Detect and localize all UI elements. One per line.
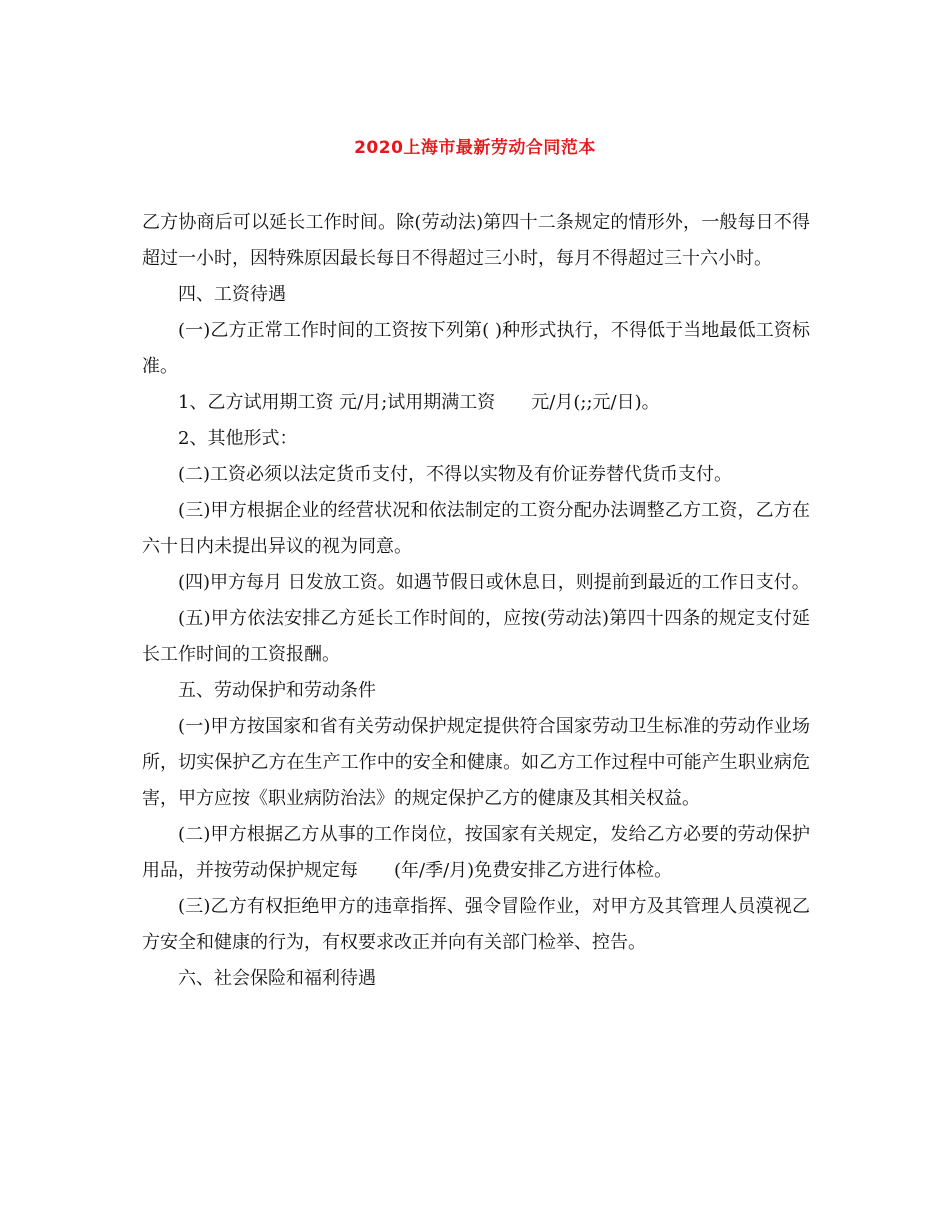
- paragraph: (一)乙方正常工作时间的工资按下列第( )种形式执行，不得低于当地最低工资标准。: [142, 320, 810, 377]
- document-body: [142, 205, 810, 997]
- paragraph: 乙方协商后可以延长工作时间。除(劳动法)第四十二条规定的情形外，一般每日不得超过一小时，因特殊原因最长每日不得超过三小时，每月不得超过三十六小时。: [142, 212, 810, 269]
- paragraph: (二)工资必须以法定货币支付，不得以实物及有价证券替代货币支付。: [178, 464, 733, 485]
- section-heading-labor-protection: 五、劳动保护和劳动条件: [178, 680, 376, 701]
- paragraph: 2、其他形式：: [178, 428, 298, 449]
- paragraph: (三)乙方有权拒绝甲方的违章指挥、强令冒险作业，对甲方及其管理人员漠视乙方安全和健康的行为，有权要求改正并向有关部门检举、控告。: [142, 896, 810, 953]
- paragraph: (三)甲方根据企业的经营状况和依法制定的工资分配办法调整乙方工资，乙方在六十日内未提出异议的视为同意。: [142, 500, 810, 557]
- document-title: 2020上海市最新劳动合同范本: [354, 138, 596, 158]
- paragraph: 1、乙方试用期工资 元/月;试用期满工资 元/月(;;元/日)。: [178, 392, 660, 413]
- section-heading-wages: 四、工资待遇: [178, 284, 286, 305]
- section-heading-social-insurance: 六、社会保险和福利待遇: [178, 968, 376, 989]
- paragraph: (二)甲方根据乙方从事的工作岗位，按国家有关规定，发给乙方必要的劳动保护用品，并按劳动保护规定每 (年/季/月)免费安排乙方进行体检。: [142, 824, 810, 881]
- paragraph: (五)甲方依法安排乙方延长工作时间的，应按(劳动法)第四十四条的规定支付延长工作时间的工资报酬。: [142, 608, 810, 665]
- paragraph: (一)甲方按国家和省有关劳动保护规定提供符合国家劳动卫生标准的劳动作业场所，切实保护乙方在生产工作中的安全和健康。如乙方工作过程中可能产生职业病危害，甲方应按《职业病防治法》的规定保护乙方的健康及其相关权益。: [142, 716, 810, 809]
- paragraph: (四)甲方每月 日发放工资。如遇节假日或休息日，则提前到最近的工作日支付。: [178, 572, 810, 593]
